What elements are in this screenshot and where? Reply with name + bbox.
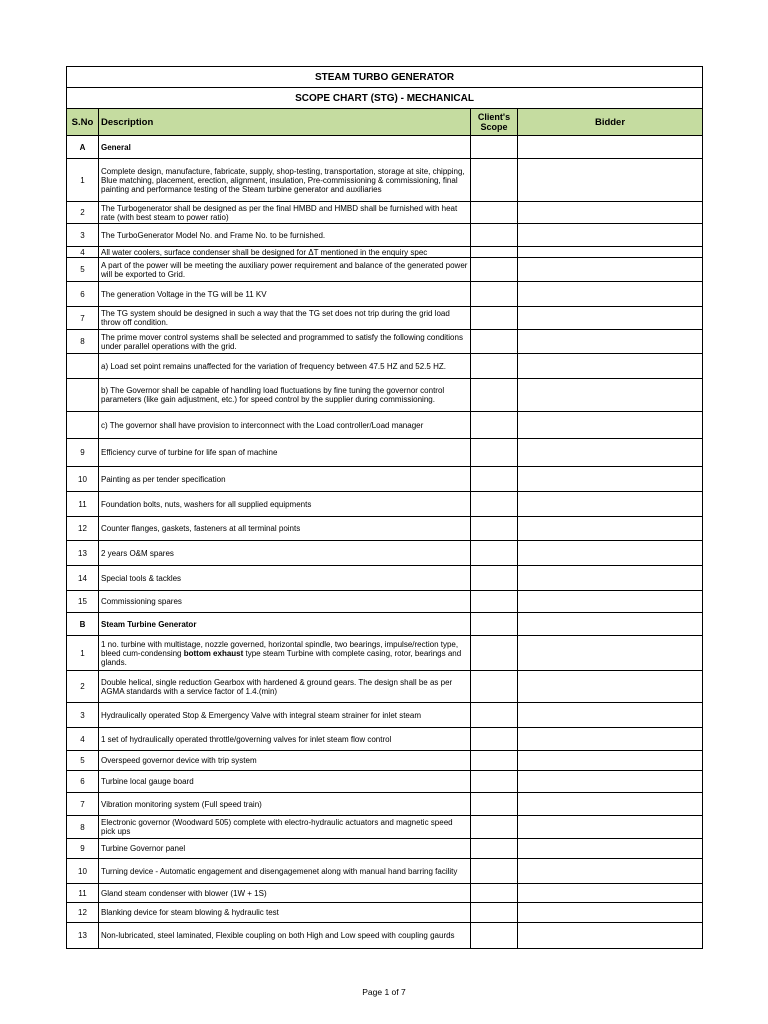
client-scope-cell (471, 379, 518, 412)
row-description: c) The governor shall have provision to interconnect with the Load controller/Load manager (99, 412, 471, 439)
bidder-cell (518, 517, 703, 541)
bidder-cell (518, 330, 703, 354)
row-description: The generation Voltage in the TG will be 11 KV (99, 282, 471, 307)
header-sno: S.No (67, 109, 99, 136)
row-sno: B (67, 613, 99, 636)
row-sno: 14 (67, 566, 99, 591)
table-row (67, 282, 703, 307)
row-sno: 10 (67, 859, 99, 884)
bidder-cell (518, 816, 703, 839)
document-subtitle: SCOPE CHART (STG) - MECHANICAL (67, 88, 703, 109)
row-description: b) The Governor shall be capable of handling load fluctuations by fine tuning the governor control parameters (like gain adjustment, etc.) for speed control by the supplier during commissioning. (99, 379, 471, 412)
bidder-cell (518, 566, 703, 591)
table-row (67, 671, 703, 703)
table-row (67, 202, 703, 224)
row-sno: 2 (67, 671, 99, 703)
client-scope-cell (471, 247, 518, 258)
row-description: Gland steam condenser with blower (1W + 1S) (99, 884, 471, 903)
row-description: Vibration monitoring system (Full speed train) (99, 793, 471, 816)
table-row (67, 467, 703, 492)
row-sno: 2 (67, 202, 99, 224)
row-description-text: 1 no. turbine with multistage, nozzle governed, horizontal spindle, two bearings, impulse/rection type, bleed cum-condensing (101, 639, 459, 658)
client-scope-cell (471, 224, 518, 247)
table-row (67, 412, 703, 439)
row-description: Special tools & tackles (99, 566, 471, 591)
document-title: STEAM TURBO GENERATOR (67, 67, 703, 88)
row-description: Complete design, manufacture, fabricate, supply, shop-testing, transportation, storage at site, chipping, Blue matching, placement, erection, alignment, insulation, Pre-commissioning & commissioning, final painting and performance testing of the Steam turbine generator and auxiliaries (99, 159, 471, 202)
client-scope-cell (471, 136, 518, 159)
row-description: Counter flanges, gaskets, fasteners at all terminal points (99, 517, 471, 541)
bidder-cell (518, 247, 703, 258)
row-sno: 6 (67, 282, 99, 307)
header-bidder: Bidder (518, 109, 703, 136)
row-description: The Turbogenerator shall be designed as per the final HMBD and HMBD shall be furnished with heat rate (with best steam to power ratio) (99, 202, 471, 224)
client-scope-cell (471, 492, 518, 517)
bidder-cell (518, 307, 703, 330)
row-sno: 12 (67, 517, 99, 541)
client-scope-cell (471, 751, 518, 771)
table-row (67, 566, 703, 591)
row-description: Turbine Governor panel (99, 839, 471, 859)
table-row (67, 703, 703, 728)
table-row (67, 839, 703, 859)
row-sno: A (67, 136, 99, 159)
bidder-cell (518, 671, 703, 703)
section-row (67, 136, 703, 159)
row-description: Efficiency curve of turbine for life span of machine (99, 439, 471, 467)
bidder-cell (518, 591, 703, 613)
bidder-cell (518, 354, 703, 379)
table-row (67, 793, 703, 816)
row-sno: 8 (67, 816, 99, 839)
section-row (67, 613, 703, 636)
table-row (67, 247, 703, 258)
table-row (67, 517, 703, 541)
table-row (67, 439, 703, 467)
row-description-text: type steam Turbine with complete casing, rotor, bearings and glands. (101, 648, 462, 667)
bidder-cell (518, 159, 703, 202)
row-sno: 10 (67, 467, 99, 492)
bidder-cell (518, 467, 703, 492)
row-description-bold: bottom exhaust (183, 648, 244, 658)
row-sno: 8 (67, 330, 99, 354)
client-scope-cell (471, 771, 518, 793)
row-sno: 12 (67, 903, 99, 923)
row-sno (67, 379, 99, 412)
client-scope-cell (471, 816, 518, 839)
table-row (67, 379, 703, 412)
row-description: Blanking device for steam blowing & hydraulic test (99, 903, 471, 923)
bidder-cell (518, 282, 703, 307)
table-row (67, 330, 703, 354)
row-sno: 1 (67, 636, 99, 671)
row-description: The prime mover control systems shall be selected and programmed to satisfy the following conditions under parallel operations with the grid. (99, 330, 471, 354)
row-sno: 11 (67, 884, 99, 903)
row-sno: 3 (67, 703, 99, 728)
bidder-cell (518, 839, 703, 859)
table-row (67, 224, 703, 247)
bidder-cell (518, 439, 703, 467)
bidder-cell (518, 884, 703, 903)
client-scope-cell (471, 282, 518, 307)
row-sno: 9 (67, 439, 99, 467)
table-row (67, 816, 703, 839)
row-description: Electronic governor (Woodward 505) complete with electro-hydraulic actuators and magnetic speed pick ups (99, 816, 471, 839)
header-client-scope: Client's Scope (471, 109, 518, 136)
table-row (67, 923, 703, 949)
client-scope-cell (471, 202, 518, 224)
row-description: Hydraulically operated Stop & Emergency Valve with integral steam strainer for inlet steam (99, 703, 471, 728)
row-sno: 13 (67, 923, 99, 949)
row-description: Turning device - Automatic engagement and disengagemenet along with manual hand barring facility (99, 859, 471, 884)
row-description: The TG system should be designed in such a way that the TG set does not trip during the grid load throw off condition. (99, 307, 471, 330)
bidder-cell (518, 258, 703, 282)
row-description: The TurboGenerator Model No. and Frame No. to be furnished. (99, 224, 471, 247)
row-sno: 7 (67, 307, 99, 330)
bidder-cell (518, 136, 703, 159)
table-row (67, 591, 703, 613)
table-row (67, 354, 703, 379)
bidder-cell (518, 636, 703, 671)
client-scope-cell (471, 793, 518, 816)
bidder-cell (518, 703, 703, 728)
row-sno: 4 (67, 247, 99, 258)
bidder-cell (518, 613, 703, 636)
row-sno: 3 (67, 224, 99, 247)
client-scope-cell (471, 354, 518, 379)
table-row (67, 541, 703, 566)
client-scope-cell (471, 903, 518, 923)
bidder-cell (518, 903, 703, 923)
client-scope-cell (471, 703, 518, 728)
client-scope-cell (471, 728, 518, 751)
client-scope-cell (471, 839, 518, 859)
table-row (67, 903, 703, 923)
client-scope-cell (471, 591, 518, 613)
row-sno: 7 (67, 793, 99, 816)
row-description: Non-lubricated, steel laminated, Flexible coupling on both High and Low speed with coupling gaurds (99, 923, 471, 949)
bidder-cell (518, 793, 703, 816)
bidder-cell (518, 202, 703, 224)
row-description: Steam Turbine Generator (99, 613, 471, 636)
client-scope-cell (471, 884, 518, 903)
page-footer: Page 1 of 7 (362, 987, 406, 997)
client-scope-cell (471, 439, 518, 467)
row-sno (67, 354, 99, 379)
row-sno: 6 (67, 771, 99, 793)
bidder-cell (518, 224, 703, 247)
client-scope-cell (471, 330, 518, 354)
row-description: Commissioning spares (99, 591, 471, 613)
row-sno: 9 (67, 839, 99, 859)
client-scope-cell (471, 859, 518, 884)
row-sno: 4 (67, 728, 99, 751)
table-row (67, 859, 703, 884)
row-description: Painting as per tender specification (99, 467, 471, 492)
client-scope-cell (471, 566, 518, 591)
row-sno: 13 (67, 541, 99, 566)
client-scope-cell (471, 159, 518, 202)
client-scope-cell (471, 923, 518, 949)
table-row (67, 258, 703, 282)
row-description: Foundation bolts, nuts, washers for all supplied equipments (99, 492, 471, 517)
client-scope-cell (471, 467, 518, 492)
row-sno: 15 (67, 591, 99, 613)
row-sno: 5 (67, 258, 99, 282)
table-row (67, 771, 703, 793)
row-description: Double helical, single reduction Gearbox with hardened & ground gears. The design shall be as per AGMA standards with a service factor of 1.4.(min) (99, 671, 471, 703)
table-row (67, 884, 703, 903)
row-sno: 11 (67, 492, 99, 517)
client-scope-cell (471, 541, 518, 566)
row-description: All water coolers, surface condenser shall be designed for ΔT mentioned in the enquiry spec (99, 247, 471, 258)
client-scope-cell (471, 517, 518, 541)
bidder-cell (518, 859, 703, 884)
client-scope-cell (471, 613, 518, 636)
row-sno: 5 (67, 751, 99, 771)
bidder-cell (518, 412, 703, 439)
bidder-cell (518, 923, 703, 949)
row-description: General (99, 136, 471, 159)
table-row (67, 636, 703, 671)
client-scope-cell (471, 671, 518, 703)
client-scope-cell (471, 636, 518, 671)
bidder-cell (518, 492, 703, 517)
row-description: 1 set of hydraulically operated throttle/governing valves for inlet steam flow control (99, 728, 471, 751)
row-description: Turbine local gauge board (99, 771, 471, 793)
bidder-cell (518, 771, 703, 793)
header-row (67, 109, 703, 136)
row-description (99, 636, 471, 671)
table-row (67, 307, 703, 330)
header-description: Description (99, 109, 471, 136)
table-row (67, 492, 703, 517)
row-description: a) Load set point remains unaffected for the variation of frequency between 47.5 HZ and 52.5 HZ. (99, 354, 471, 379)
client-scope-cell (471, 307, 518, 330)
table-row (67, 728, 703, 751)
table-row (67, 751, 703, 771)
row-description: 2 years O&M spares (99, 541, 471, 566)
bidder-cell (518, 541, 703, 566)
row-description: Overspeed governor device with trip system (99, 751, 471, 771)
bidder-cell (518, 728, 703, 751)
bidder-cell (518, 379, 703, 412)
bidder-cell (518, 751, 703, 771)
row-sno (67, 412, 99, 439)
scope-chart-table (66, 66, 703, 949)
client-scope-cell (471, 258, 518, 282)
client-scope-cell (471, 412, 518, 439)
row-sno: 1 (67, 159, 99, 202)
table-row (67, 159, 703, 202)
row-description: A part of the power will be meeting the auxiliary power requirement and balance of the generated power will be exported to Grid. (99, 258, 471, 282)
